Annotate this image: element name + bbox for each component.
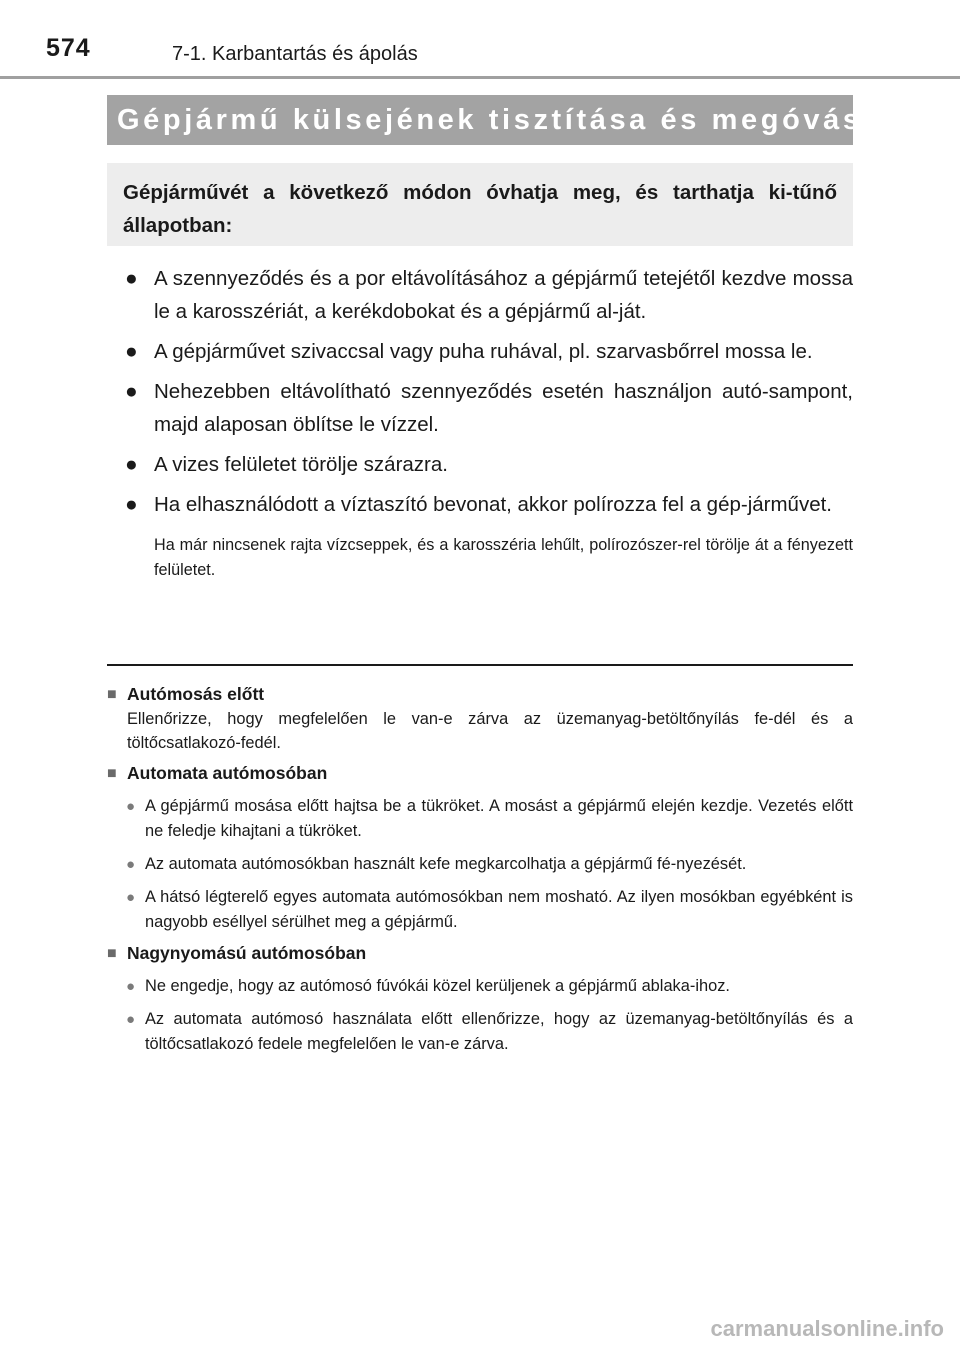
sub-list-item	[107, 852, 853, 877]
notes-section	[107, 676, 853, 1057]
page-header	[0, 0, 960, 80]
list-item	[125, 375, 853, 441]
sub-list-item-text: Az automata autómosókban használt kefe megkarcolhatja a gépjármű fé-nyezését.	[145, 855, 747, 873]
bullet-icon: ●	[125, 453, 138, 476]
list-item-text: A szennyeződés és a por eltávolításához a gépjármű tetejétől kezdve mossa le a karosszériát, a kerékdobokat és a gépjármű al-ját.	[154, 267, 853, 323]
sub-list-item-text: A hátsó légterelő egyes automata autómosókban nem mosható. Az ilyen mosókban egyébként is nagyobb eséllyel sérülhet meg a gépjármű.	[145, 888, 853, 931]
intro-box	[107, 163, 853, 246]
note-heading-text: Automata autómosóban	[127, 763, 328, 783]
list-item-text: Nehezebben eltávolítható szennyeződés esetén használjon autó-sampont, majd alaposan öblítse le vízzel.	[154, 380, 853, 436]
note-heading-text: Nagynyomású autómosóban	[127, 943, 367, 963]
note-heading-text: Autómosás előtt	[127, 684, 265, 704]
section-title: 7-1. Karbantartás és ápolás	[172, 43, 418, 65]
list-item	[125, 488, 853, 521]
divider	[107, 664, 853, 666]
sub-list-item	[107, 885, 853, 935]
sub-list-item	[107, 1007, 853, 1057]
sub-list-item-text: Az automata autómosó használata előtt ellenőrizze, hogy az üzemanyag-betöltőnyílás és a töltőcsatlakozó fedele megfelelően le van-e zárva.	[145, 1010, 853, 1053]
dot-bullet-icon: ●	[126, 856, 136, 873]
dot-bullet-icon: ●	[126, 1011, 136, 1028]
main-note: Ha már nincsenek rajta vízcseppek, és a karosszéria lehűlt, polírozószer-rel törölje át a fényezett felületet.	[154, 536, 853, 579]
note-heading	[107, 682, 853, 707]
list-item	[125, 335, 853, 368]
note-heading	[107, 941, 853, 966]
header-rule	[0, 76, 960, 79]
square-bullet-icon: ■	[107, 686, 117, 703]
dot-bullet-icon: ●	[126, 978, 136, 995]
note-heading	[107, 761, 853, 786]
list-item	[125, 448, 853, 481]
bullet-icon: ●	[125, 493, 138, 516]
intro-text: Gépjárművét a következő módon óvhatja meg, és tarthatja ki-tűnő állapotban:	[123, 181, 837, 237]
dot-bullet-icon: ●	[126, 798, 136, 815]
sub-list-item-text: Ne engedje, hogy az autómosó fúvókái közel kerüljenek a gépjármű ablaka-ihoz.	[145, 977, 730, 995]
sub-list-item	[107, 974, 853, 999]
bullet-icon: ●	[125, 380, 138, 403]
square-bullet-icon: ■	[107, 765, 117, 782]
list-item-text: A vizes felületet törölje szárazra.	[154, 453, 448, 476]
sub-list-item	[107, 794, 853, 844]
dot-bullet-icon: ●	[126, 889, 136, 906]
sub-list-item-text: A gépjármű mosása előtt hajtsa be a tükröket. A mosást a gépjármű elején kezdje. Vezetés előtt ne feledje kihajtani a tükröket.	[145, 797, 853, 840]
watermark: carmanualsonline.info	[710, 1316, 944, 1341]
list-item	[125, 262, 853, 328]
note-text: Ellenőrizze, hogy megfelelően le van-e zárva az üzemanyag-betöltőnyílás fe-dél és a töltőcsatlakozó-fedél.	[127, 710, 853, 752]
list-item-text: Ha elhasználódott a víztaszító bevonat, akkor polírozza fel a gép-járművet.	[154, 493, 833, 516]
page-title: Gépjármű külsejének tisztítása és megóvása	[117, 103, 883, 136]
title-bar	[107, 95, 883, 145]
main-list	[125, 262, 853, 583]
square-bullet-icon: ■	[107, 945, 117, 962]
bullet-icon: ●	[125, 267, 138, 290]
bullet-icon: ●	[125, 340, 138, 363]
list-item-text: A gépjárművet szivaccsal vagy puha ruhával, pl. szarvasbőrrel mossa le.	[154, 340, 813, 363]
page-number: 574	[46, 34, 91, 62]
